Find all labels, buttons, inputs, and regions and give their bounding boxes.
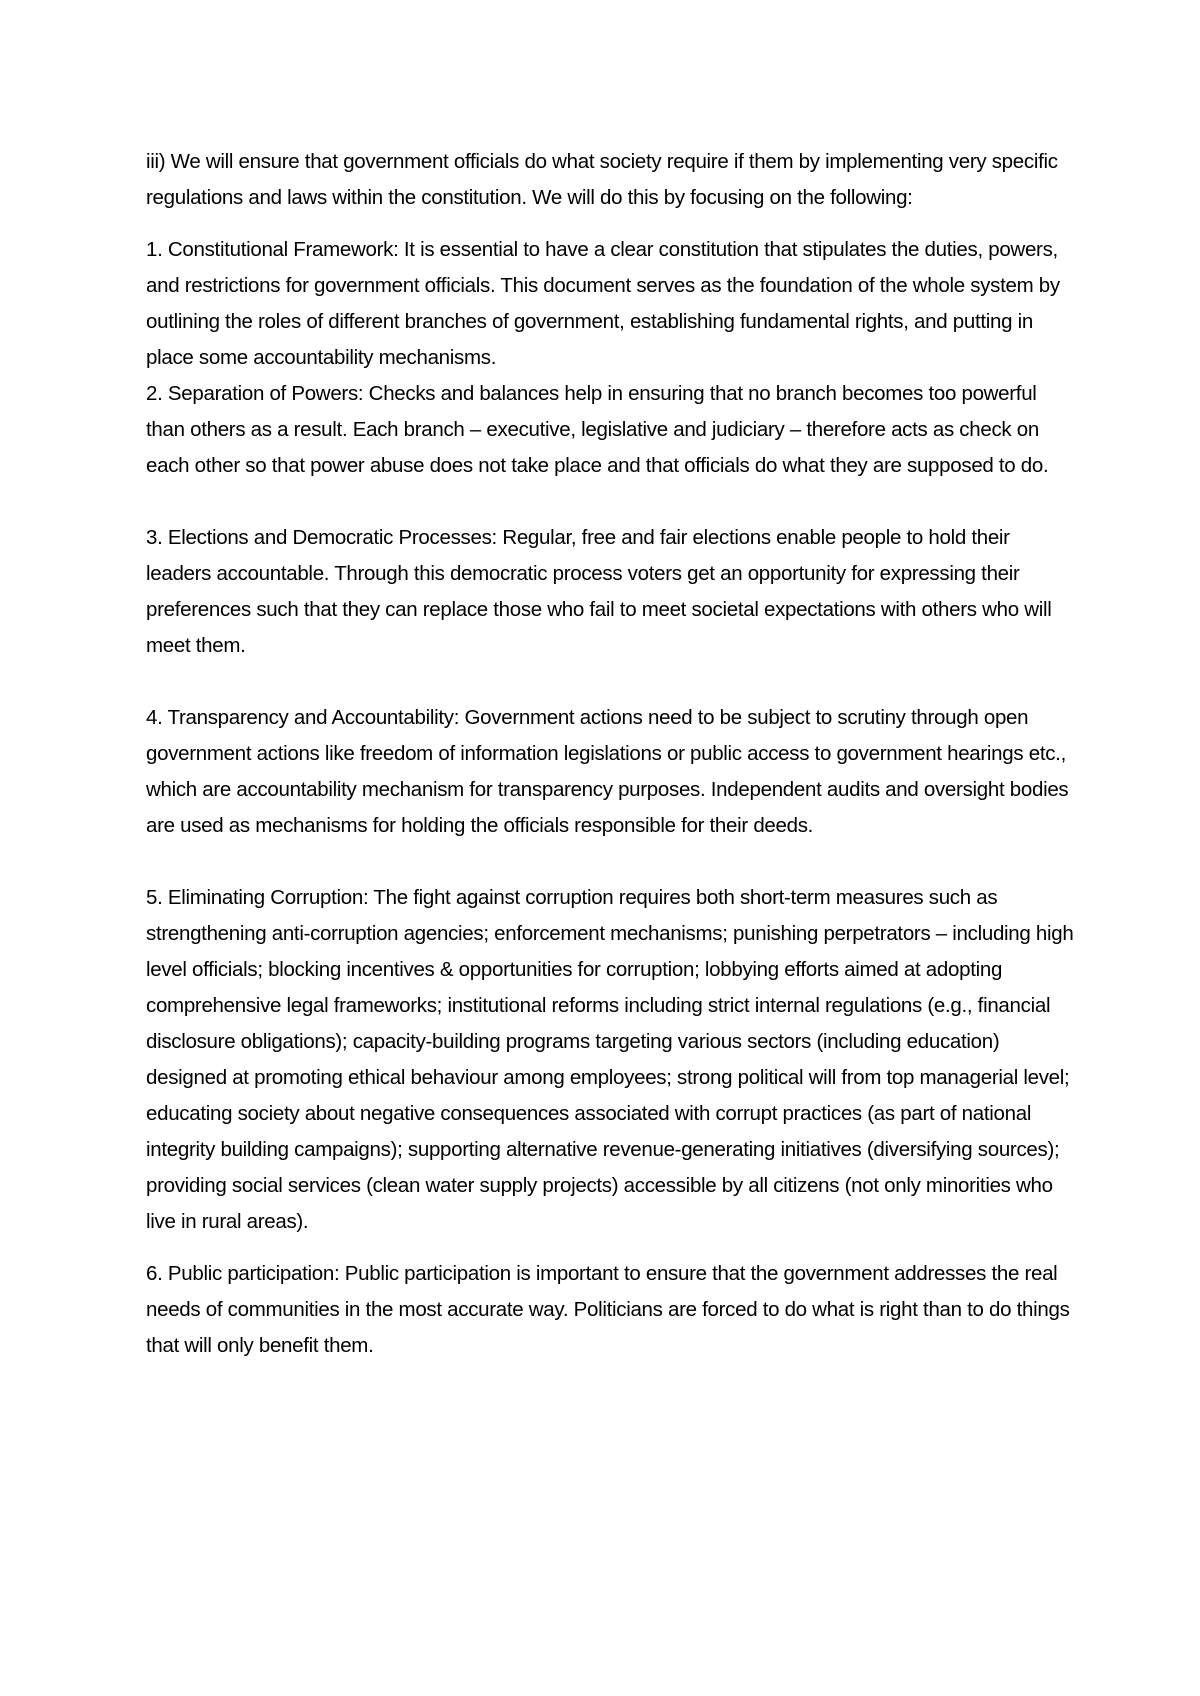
point-transparency: 4. Transparency and Accountability: Government actions need to be subject to scrutiny through open government actions like freedom of information legislations or public access to government hearings etc., which are accountability mechanism for transparency purposes. Independent audits and oversight bodies are used as mechanisms for holding the officials responsible for their deeds. bbox=[146, 706, 1069, 837]
point-separation-of-powers: 2. Separation of Powers: Checks and balances help in ensuring that no branch becomes too powerful than others as a result. Each branch – executive, legislative and judiciary – therefore acts as check on each other so that power abuse does not take place and that officials do what they are supposed to do. bbox=[146, 382, 1049, 477]
point-constitutional-framework: 1. Constitutional Framework: It is essential to have a clear constitution that stipulates the duties, powers, and restrictions for government officials. This document serves as the foundation of the whole system by outlining the roles of different branches of government, establishing fundamental rights, and putting in place some accountability mechanisms. bbox=[146, 238, 1060, 369]
point-elections: 3. Elections and Democratic Processes: Regular, free and fair elections enable people to hold their leaders accountable. Through this democratic process voters get an opportunity for expressing their preferences such that they can replace those who fail to meet societal expectations with others who will meet them. bbox=[146, 526, 1052, 657]
point-eliminating-corruption: 5. Eliminating Corruption: The fight against corruption requires both short-term measures such as strengthening anti-corruption agencies; enforcement mechanisms; punishing perpetrators – including high level officials; blocking incentives & opportunities for corruption; lobbying efforts aimed at adopting comprehensive legal frameworks; institutional reforms including strict internal regulations (e.g., financial disclosure obligations); capacity-building programs targeting various sectors (including education) designed at promoting ethical behaviour among employees; strong political will from top managerial level; educating society about negative consequences associated with corrupt practices (as part of national integrity building campaigns); supporting alternative revenue-generating initiatives (diversifying sources); providing social services (clean water supply projects) accessible by all citizens (not only minorities who live in rural areas). bbox=[146, 886, 1074, 1233]
point-public-participation: 6. Public participation: Public participation is important to ensure that the government addresses the real needs of communities in the most accurate way. Politicians are forced to do what is right than to do things that will only benefit them. bbox=[146, 1262, 1070, 1357]
document-body bbox=[146, 144, 1076, 1364]
intro-paragraph: iii) We will ensure that government officials do what society require if them by implementing very specific regulations and laws within the constitution. We will do this by focusing on the following: bbox=[146, 150, 1058, 209]
